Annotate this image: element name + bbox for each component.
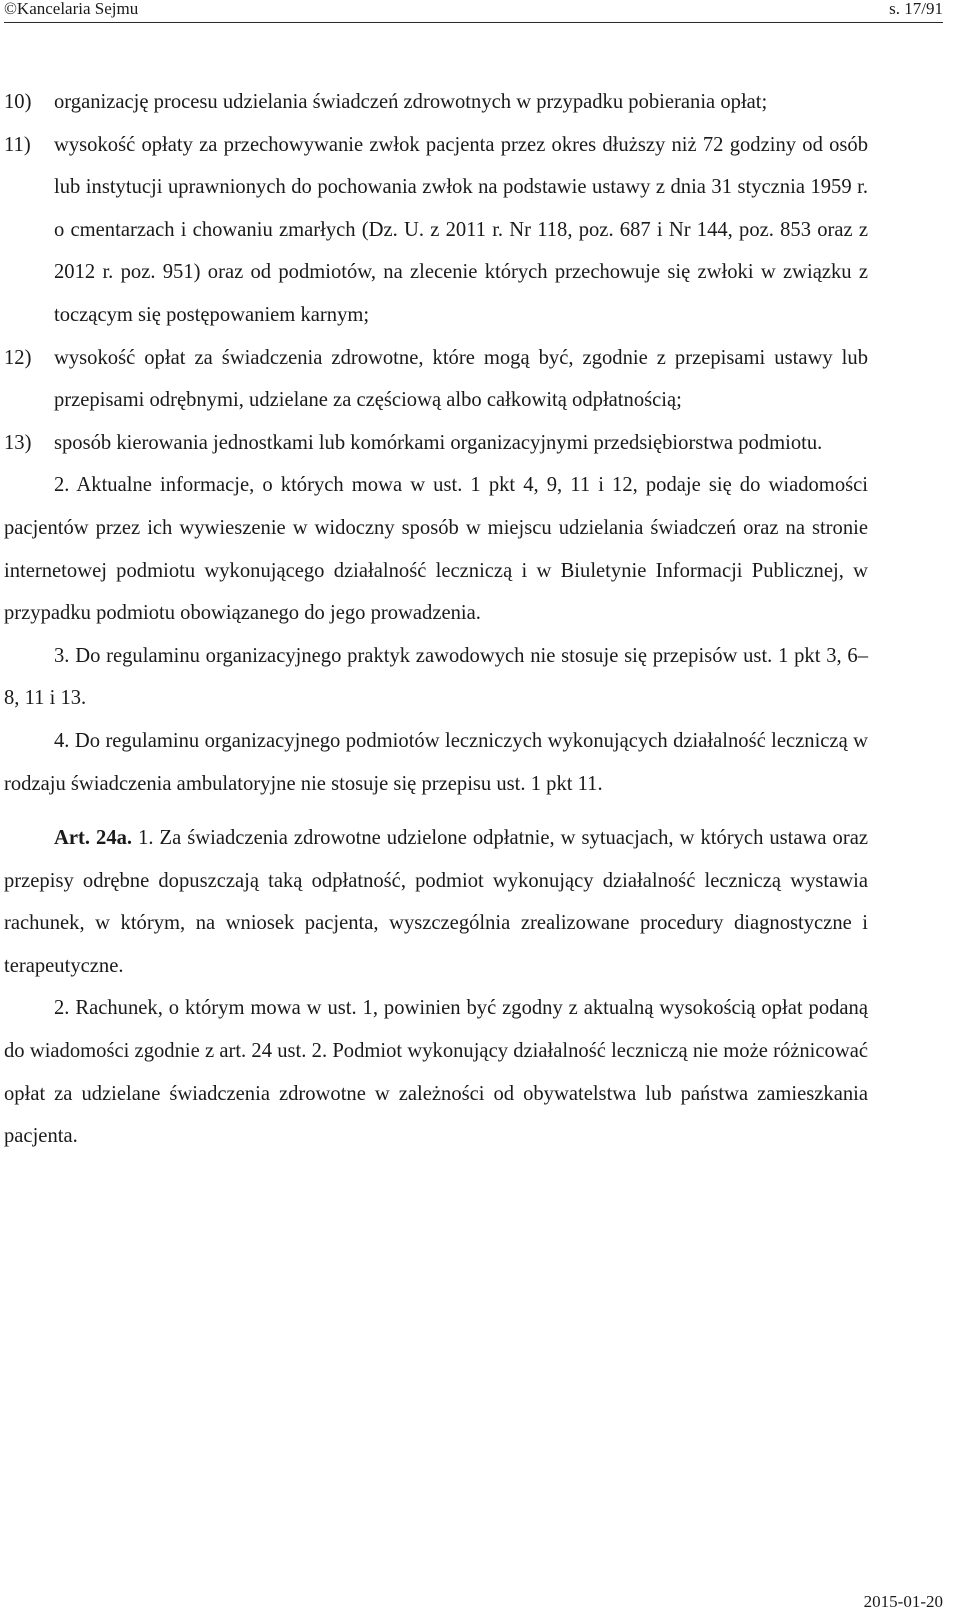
article-text: 1. Za świadczenia zdrowotne udzielone odpłatnie, w sytuacjach, w których ustawa oraz przepisy odrębne dopuszczają taką odpłatność, podmiot wykonujący działalność leczniczą wystawia rachunek, w którym, na wniosek pacjenta, wyszczególnia zrealizowane procedury diagnostyczne i terapeutyczne. [4, 827, 868, 977]
list-item [4, 124, 868, 337]
list-item [4, 81, 868, 124]
list-item-number: 11) [4, 133, 31, 156]
list-item-text: wysokość opłat za świadczenia zdrowotne, które mogą być, zgodnie z przepisami ustawy lub przepisami odrębnymi, udzielane za częściową albo całkowitą odpłatnością; [54, 346, 868, 412]
list-item-text: wysokość opłaty za przechowywanie zwłok pacjenta przez okres dłuższy niż 72 godziny od osób lub instytucji uprawnionych do pochowania zwłok na podstawie ustawy z dnia 31 stycznia 1959 r. o cmentarzach i chowaniu zmarłych (Dz. U. z 2011 r. Nr 118, poz. 687 i Nr 144, poz. 853 oraz z 2012 r. poz. 951) oraz od podmiotów, na zlecenie których przechowuje się zwłoki w związku z toczącym się postępowaniem karnym; [54, 133, 868, 326]
paragraph-ust-4: 4. Do regulaminu organizacyjnego podmiotów leczniczych wykonujących działalność leczniczą w rodzaju świadczenia ambulatoryjne nie stosuje się przepisu ust. 1 pkt 11. [4, 729, 868, 795]
list-item-number: 12) [4, 346, 32, 369]
list-item [4, 337, 868, 422]
list-item-text: sposób kierowania jednostkami lub komórkami organizacyjnymi przedsiębiorstwa podmiotu. [54, 431, 823, 454]
article-24a-ust-2: 2. Rachunek, o którym mowa w ust. 1, powinien być zgodny z aktualną wysokością opłat podaną do wiadomości zgodnie z art. 24 ust. 2. Podmiot wykonujący działalność leczniczą nie może różnicować opłat za udzielane świadczenia zdrowotne w zależności od obywatelstwa lub państwa zamieszkania pacjenta. [4, 997, 868, 1148]
document-date: 2015-01-20 [863, 1592, 943, 1611]
copyright-text: ©Kancelaria Sejmu [4, 0, 139, 18]
document-body [4, 81, 868, 1158]
paragraph-ust-2: 2. Aktualne informacje, o których mowa w ust. 1 pkt 4, 9, 11 i 12, podaje się do wiadomości pacjentów przez ich wywieszenie w widoczny sposób w miejscu udzielania świadczeń oraz na stronie internetowej podmiotu wykonującego działalność leczniczą i w Biuletynie Informacji Publicznej, w przypadku podmiotu obowiązanego do jego prowadzenia. [4, 474, 868, 625]
list-item-text: organizację procesu udzielania świadczeń zdrowotnych w przypadku pobierania opłat; [54, 91, 768, 113]
list-item-number: 13) [4, 431, 32, 454]
list-item-number: 10) [4, 91, 32, 113]
article-label: Art. 24a. [54, 827, 133, 850]
page-number: s. 17/91 [889, 0, 943, 18]
paragraph-ust-3: 3. Do regulaminu organizacyjnego praktyk zawodowych nie stosuje się przepisów ust. 1 pkt 3, 6–8, 11 i 13. [4, 644, 868, 710]
page-header [4, 0, 943, 23]
article-24a-ust-1 [4, 817, 868, 987]
list-item [4, 422, 868, 465]
